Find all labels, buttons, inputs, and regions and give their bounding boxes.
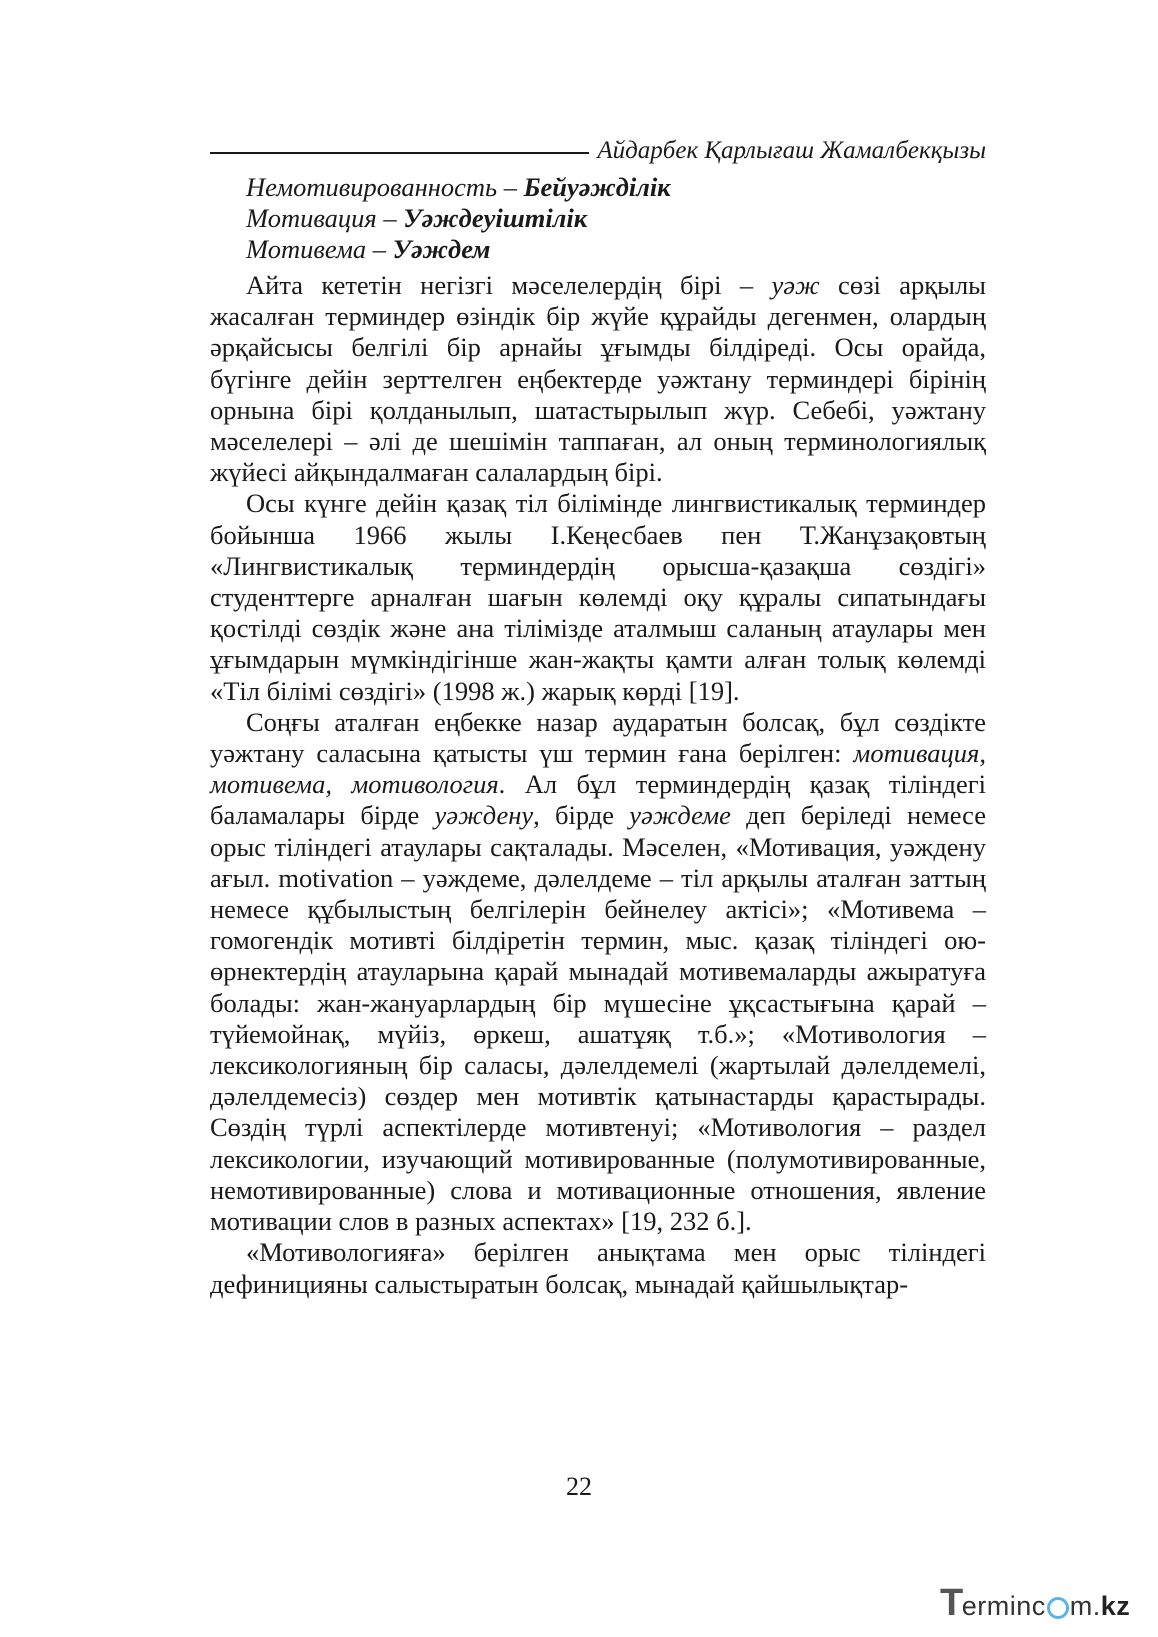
term-row <box>246 203 986 234</box>
logo-text: m. <box>1069 1591 1101 1621</box>
term-kk: Бейуәждiлiк <box>523 172 671 202</box>
term-ru: Мотивема <box>246 234 367 264</box>
term-row <box>246 234 986 265</box>
paragraph-3 <box>210 707 986 1237</box>
term-ru: Немотивированность <box>246 172 498 202</box>
italic-term: уәждену <box>434 800 534 831</box>
termincom-logo[interactable] <box>940 1582 1130 1622</box>
term-kk: Уәждем <box>392 234 491 264</box>
term-kk: Уәждеуiштiлiк <box>403 203 588 233</box>
header-rule <box>210 152 589 154</box>
term-separator: – <box>376 203 404 233</box>
text-run: Соңғы аталған еңбекке назар аударатын болсақ, бұл сөздікте уәжтану саласына қатысты үш термин ғана берілген: <box>210 706 986 769</box>
paragraph-2: Осы күнге дейін қазақ тіл білімінде лингвистикалық терминдер бойынша 1966 жылы І.Кеңесбаев пен Т.Жанұзақовтың «Лингвистикалық терминдердің орысша-қазақша сөздігі» студенттерге арналған шағын көлемді оқу құралы сипатындағы қостілді сөздік және ана тілімізде аталмыш саланың атаулары мен ұғымдарын мүмкіндігінше жан-жақты қамти алған толық көлемді «Тіл білімі сөздігі» (1998 ж.) жарық көрді [19]. <box>210 488 986 706</box>
logo-letter: T <box>940 1582 964 1624</box>
paragraph-1 <box>210 270 986 488</box>
term-list <box>246 172 986 265</box>
body-text <box>210 270 986 1300</box>
author-name: Айдарбек Қарлығаш Жамалбекқызы <box>597 137 986 164</box>
text-run: деп беріледі немесе орыс тіліндегі атаулары сақталады. Мәселен, «Мотивация, уәждену ағыл. motivation – уәждеме, дәлелдеме – тіл арқылы аталған заттың немесе құбылыстың белгілерін бейнелеу актісі»; «Мотивема – гомогендік мотивті білдіретін термин, мыс. қазақ тіліндегі ою-өрнектердің атауларына қарай мынадай мотивемаларды ажыратуға болады: жан-жануарлардың бір мүшесіне ұқсастығына қарай – түйемойнақ, мүйіз, өркеш, ашатұяқ т.б.»; «Мотивология – лексикологияның бір саласы, дәлелдемелі (жартылай дәлелдемелі, дәлелдемесіз) сөздер мен мотивтік қатынастарды қарастырады. Сөздің түрлі аспектілерде мотивтенуі; «Мотивология – раздел лексикологии, изучающий мотивированные (полумотивированные, немотивированные) слова и мотивационные отношения, явление мотивации слов в разных аспектах» [19, 232 б.]. <box>210 800 986 1237</box>
logo-ring-icon <box>1047 1597 1069 1619</box>
logo-text: erminc <box>961 1591 1046 1621</box>
italic-term: уәж <box>771 270 820 300</box>
term-separator: – <box>366 234 393 264</box>
italic-term: мотивация, мотивема, мотивология <box>210 738 986 800</box>
paragraph-4: «Мотивологияға» берілген анықтама мен орыс тіліндегі дефиницияны салыстыратын болсақ, мынадай қайшылықтар- <box>210 1237 986 1299</box>
term-ru: Мотивация <box>246 203 377 233</box>
term-separator: – <box>497 172 524 202</box>
italic-term: уәждеме <box>629 800 731 831</box>
running-head <box>210 131 986 171</box>
text-run: . Ал бұл терминдердің қазақ тіліндегі баламалары бірде <box>210 769 986 831</box>
text-run: Айта кететін негізгі мәселелердің бірі – <box>246 270 772 300</box>
page-number: 22 <box>566 1472 592 1501</box>
logo-text: kz <box>1100 1591 1131 1621</box>
text-run: , бірде <box>533 800 630 831</box>
term-row <box>246 172 986 203</box>
text-run: сөзі арқылы жасалған терминдер өзіндік бір жүйе құрайды дегенмен, олардың әрқайсысы белгілі бір арнайы ұғымды білдіреді. Осы орайда, бүгінге дейін зерттелген еңбектерде уәжтану терминдері бірінің орнына бірі қолданылып, шатастырылып жүр. Себебі, уәжтану мәселелері – әлі де шешімін таппаған, ал оның терминологиялық жүйесі айқындалмаған салалардың бірі. <box>210 270 986 488</box>
